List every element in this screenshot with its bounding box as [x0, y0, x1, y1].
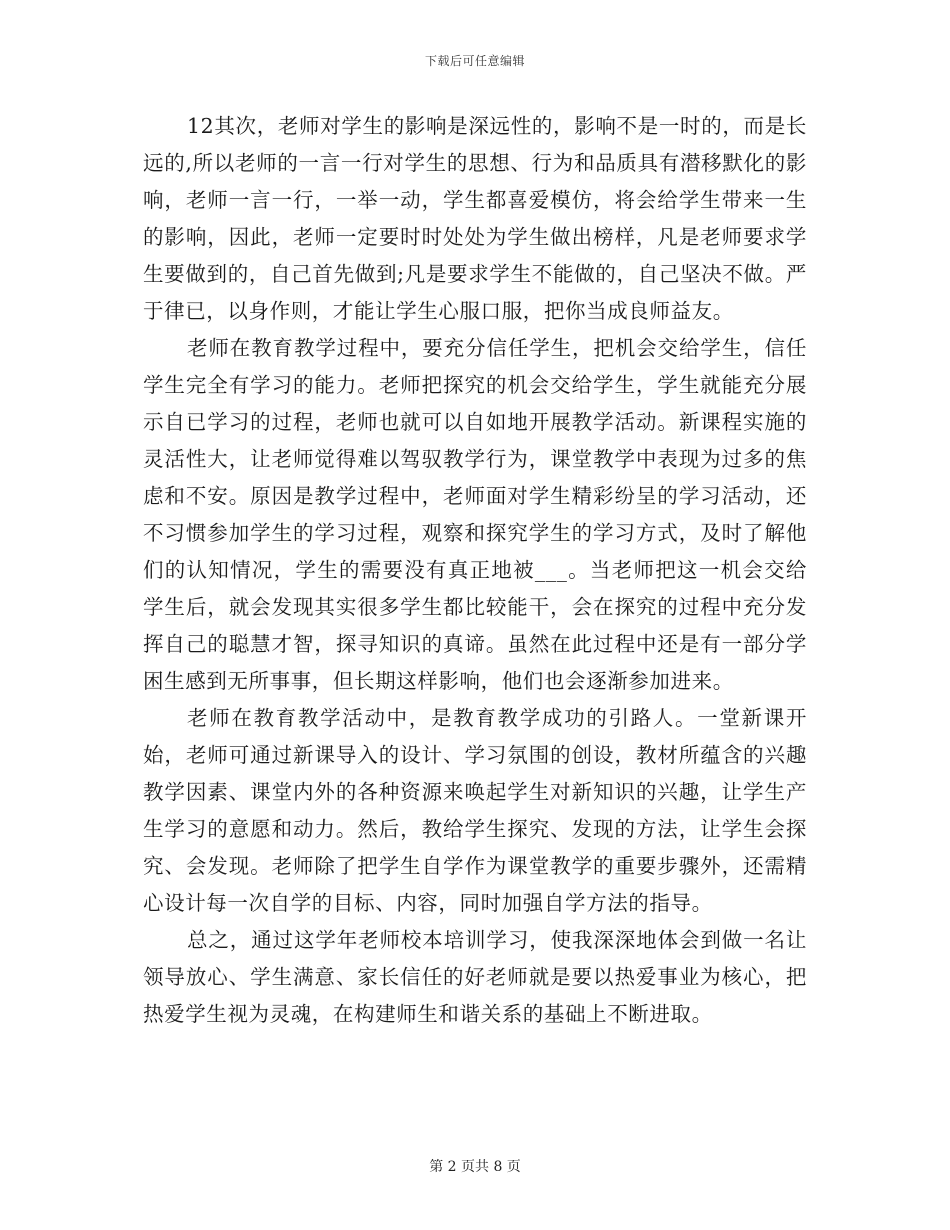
page-header: 下载后可任意编辑	[424, 54, 525, 68]
page-footer: 第 2 页共 8 页	[429, 1159, 521, 1175]
paragraph-4: 总之，通过这学年老师校本培训学习，使我深深地体会到做一名让领导放心、学生满意、家长信任的好老师就是要以热爱事业为核心，把热爱学生视为灵魂，在构建师生和谐关系的基础上不断进取。	[143, 928, 807, 1026]
paragraph-1: 12其次，老师对学生的影响是深远性的，影响不是一时的，而是长远的,所以老师的一言一行对学生的思想、行为和品质具有潜移默化的影响，老师一言一行，一举一动，学生都喜爱模仿，将会给学生带来一生的影响，因此，老师一定要时时处处为学生做出榜样，凡是老师要求学生要做到的，自己首先做到;凡是要求学生不能做的，自己坚决不做。严于律已，以身作则，才能让学生心服口服，把你当成良师益友。	[143, 114, 807, 323]
document-body	[143, 108, 807, 1033]
paragraph-3: 老师在教育教学活动中，是教育教学成功的引路人。一堂新课开始，老师可通过新课导入的设计、学习氛围的创设，教材所蕴含的兴趣教学因素、课堂内外的各种资源来唤起学生对新知识的兴趣，让学生产生学习的意愿和动力。然后，教给学生探究、发现的方法，让学生会探究、会发现。老师除了把学生自学作为课堂教学的重要步骤外，还需精心设计每一次自学的目标、内容，同时加强自学方法的指导。	[143, 706, 807, 915]
paragraph-2: 老师在教育教学过程中，要充分信任学生，把机会交给学生，信任学生完全有学习的能力。老师把探究的机会交给学生，学生就能充分展示自已学习的过程，老师也就可以自如地开展教学活动。新课程实施的灵活性大，让老师觉得难以驾驭教学行为，课堂教学中表现为过多的焦虑和不安。原因是教学过程中，老师面对学生精彩纷呈的学习活动，还不习惯参加学生的学习过程，观察和探究学生的学习方式，及时了解他们的认知情况，学生的需要没有真正地被___。当老师把这一机会交给学生后，就会发现其实很多学生都比较能干，会在探究的过程中充分发挥自己的聪慧才智，探寻知识的真谛。虽然在此过程中还是有一部分学困生感到无所事事，但长期这样影响，他们也会逐渐参加进来。	[143, 336, 807, 693]
